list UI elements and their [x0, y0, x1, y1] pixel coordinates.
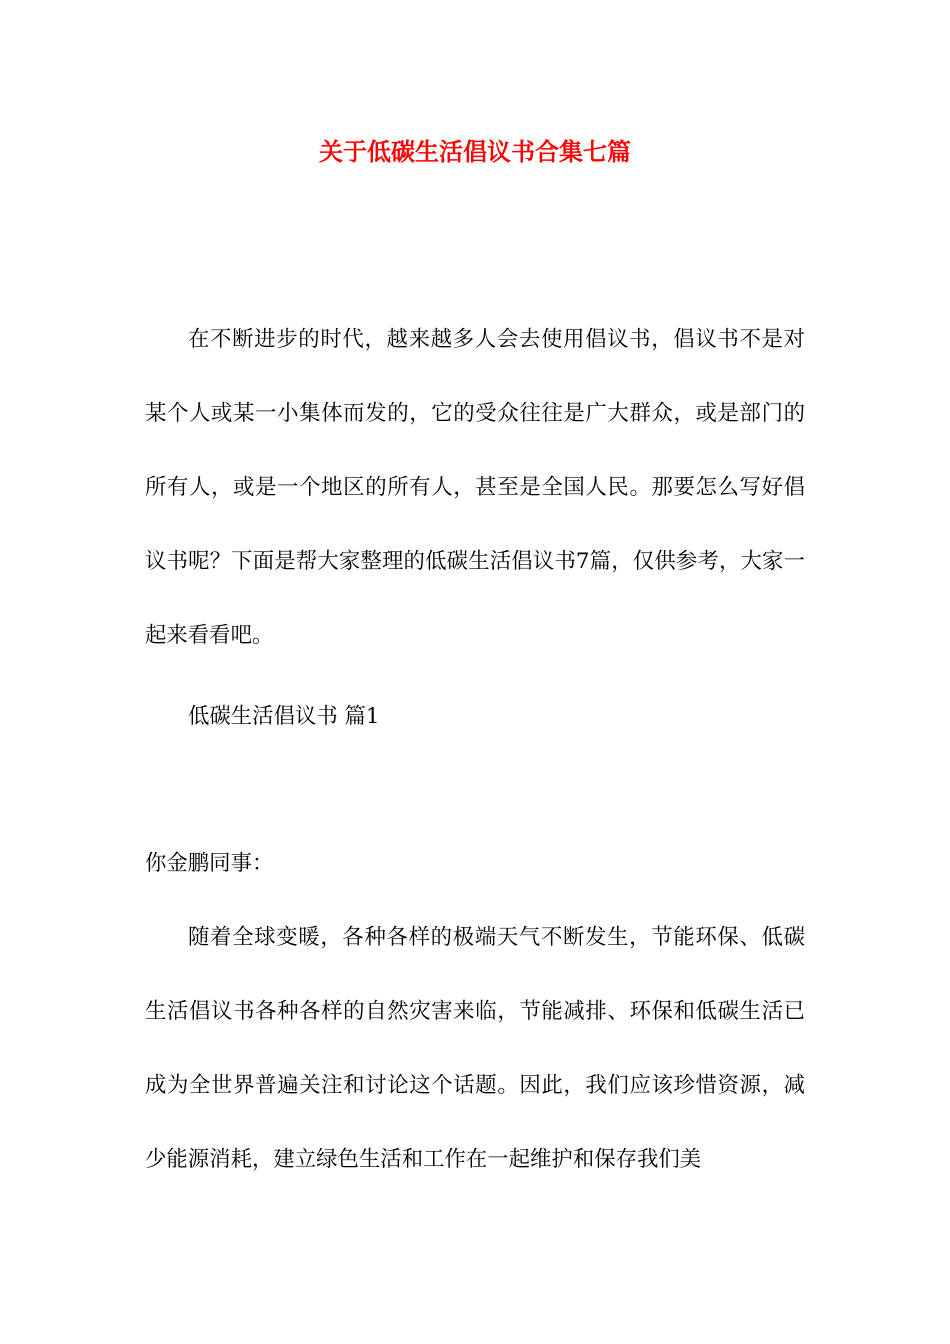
- intro-paragraph: 在不断进步的时代，越来越多人会去使用倡议书，倡议书不是对某个人或某一小集体而发的，它的受众往往是广大群众，或是部门的所有人，或是一个地区的所有人，甚至是全国人民。那要怎么写好倡议书呢？下面是帮大家整理的低碳生活倡议书7篇，仅供参考，大家一起来看看吧。: [145, 327, 805, 648]
- salutation: 你金鹏同事：: [145, 851, 274, 876]
- body-paragraph: 随着全球变暖，各种各样的极端天气不断发生，节能环保、低碳生活倡议书各种各样的自然灾害来临，节能减排、环保和低碳生活已成为全世界普遍关注和讨论这个话题。因此，我们应该珍惜资源，减少能源消耗，建立绿色生活和工作在一起维护和保存我们美: [145, 925, 805, 1172]
- section-heading: 低碳生活倡议书 篇1: [188, 704, 380, 729]
- document-title: 关于低碳生活倡议书合集七篇: [319, 138, 631, 166]
